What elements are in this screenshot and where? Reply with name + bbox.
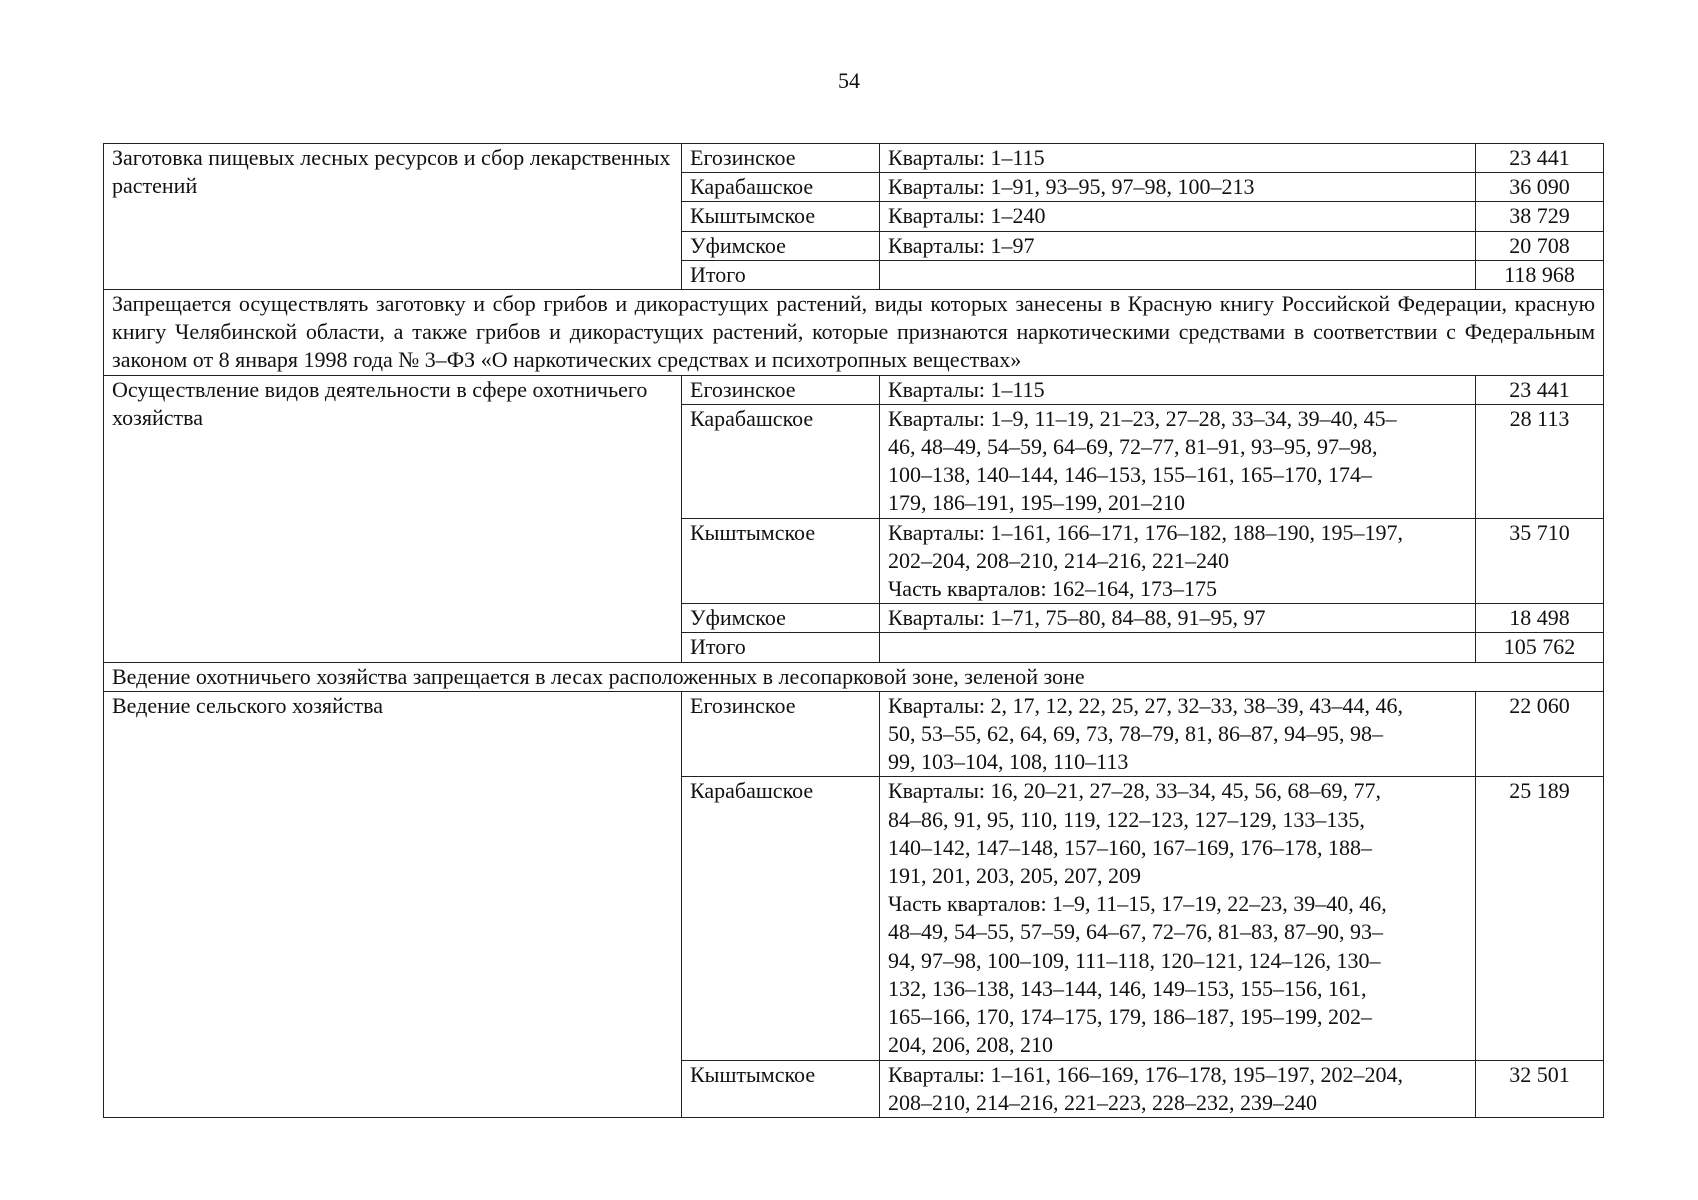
area-cell: 18 498	[1476, 604, 1604, 633]
quarters-cell	[880, 173, 1476, 202]
area-cell: 105 762	[1476, 633, 1604, 662]
quarters-line: 165–166, 170, 174–175, 179, 186–187, 195–199, 202–	[888, 1004, 1372, 1030]
forestry-cell: Егозинское	[682, 375, 880, 404]
forest-use-table	[103, 143, 1604, 1118]
quarters-line: 84–86, 91, 95, 110, 119, 122–123, 127–129, 133–135,	[888, 806, 1365, 832]
forestry-cell: Итого	[682, 260, 880, 289]
activity-cell: Осуществление видов деятельности в сфере охотничьего хозяйства	[104, 375, 682, 662]
area-cell: 32 501	[1476, 1060, 1604, 1117]
quarters-line: 48–49, 54–55, 57–59, 64–67, 72–76, 81–83, 87–90, 93–	[888, 919, 1383, 945]
area-cell: 118 968	[1476, 260, 1604, 289]
quarters-line: Кварталы: 1–115	[888, 145, 1045, 170]
quarters-cell	[880, 604, 1476, 633]
quarters-line: Кварталы: 1–71, 75–80, 84–88, 91–95, 97	[888, 605, 1266, 631]
quarters-cell	[880, 231, 1476, 260]
area-cell: 23 441	[1476, 375, 1604, 404]
quarters-line: Кварталы: 1–97	[888, 232, 1035, 258]
quarters-line: 99, 103–104, 108, 110–113	[888, 749, 1129, 775]
table-row	[104, 691, 1604, 777]
quarters-line: 100–138, 140–144, 146–153, 155–161, 165–170, 174–	[888, 462, 1372, 488]
quarters-cell	[880, 1060, 1476, 1117]
quarters-line	[888, 261, 1467, 289]
quarters-line: 204, 206, 208, 210	[888, 1032, 1053, 1058]
note-cell: Запрещается осуществлять заготовку и сбор грибов и дикорастущих растений, виды которых занесены в Красную книгу Российской Федерации, красную книгу Челябинской области, а также грибов и дикорастущих растений, которые признаются наркотическими средствами в соответствии с Федеральным законом от 8 января 1998 года № 3–ФЗ «О наркотических средствах и психотропных веществах»	[104, 290, 1604, 376]
quarters-line: Кварталы: 1–115	[888, 376, 1045, 402]
quarters-line: Кварталы: 1–240	[888, 203, 1046, 229]
area-cell: 23 441	[1476, 144, 1604, 173]
forestry-cell: Карабашское	[682, 777, 880, 1060]
quarters-cell	[880, 691, 1476, 777]
forestry-cell: Карабашское	[682, 173, 880, 202]
quarters-line: Кварталы: 1–9, 11–19, 21–23, 27–28, 33–34, 39–40, 45–	[888, 405, 1397, 431]
note-cell: Ведение охотничьего хозяйства запрещается в лесах расположенных в лесопарковой зоне, зеленой зоне	[104, 662, 1604, 691]
quarters-line: 46, 48–49, 54–59, 64–69, 72–77, 81–91, 93–95, 97–98,	[888, 434, 1378, 460]
table-row	[104, 375, 1604, 404]
quarters-line: 50, 53–55, 62, 64, 69, 73, 78–79, 81, 86–87, 94–95, 98–	[888, 721, 1383, 747]
quarters-line: 140–142, 147–148, 157–160, 167–169, 176–178, 188–	[888, 834, 1372, 860]
forestry-cell: Карабашское	[682, 404, 880, 518]
quarters-line: 94, 97–98, 100–109, 111–118, 120–121, 124–126, 130–	[888, 947, 1381, 973]
forestry-cell: Кыштымское	[682, 202, 880, 231]
forestry-cell: Егозинское	[682, 691, 880, 777]
quarters-cell	[880, 633, 1476, 662]
forestry-cell: Кыштымское	[682, 518, 880, 604]
note-row	[104, 662, 1604, 691]
quarters-line: Кварталы: 1–91, 93–95, 97–98, 100–213	[888, 174, 1255, 200]
quarters-cell	[880, 375, 1476, 404]
quarters-cell	[880, 202, 1476, 231]
note-row	[104, 290, 1604, 376]
activity-cell: Ведение сельского хозяйства	[104, 691, 682, 1117]
forestry-cell: Уфимское	[682, 231, 880, 260]
quarters-line: 202–204, 208–210, 214–216, 221–240	[888, 547, 1229, 573]
area-cell: 38 729	[1476, 202, 1604, 231]
table-row	[104, 144, 1604, 173]
forestry-cell: Кыштымское	[682, 1060, 880, 1117]
quarters-cell	[880, 260, 1476, 289]
quarters-line: Кварталы: 1–161, 166–169, 176–178, 195–197, 202–204,	[888, 1061, 1403, 1087]
activity-cell: Заготовка пищевых лесных ресурсов и сбор лекарственных растений	[104, 144, 682, 290]
area-cell: 35 710	[1476, 518, 1604, 604]
forestry-cell: Егозинское	[682, 144, 880, 173]
quarters-line: Кварталы: 1–161, 166–171, 176–182, 188–190, 195–197,	[888, 519, 1403, 545]
forestry-cell: Уфимское	[682, 604, 880, 633]
quarters-cell	[880, 144, 1476, 173]
quarters-line: 132, 136–138, 143–144, 146, 149–153, 155–156, 161,	[888, 975, 1367, 1001]
quarters-line: 208–210, 214–216, 221–223, 228–232, 239–240	[888, 1089, 1317, 1115]
forestry-cell: Итого	[682, 633, 880, 662]
quarters-line: Часть кварталов: 1–9, 11–15, 17–19, 22–23, 39–40, 46,	[888, 891, 1387, 917]
quarters-line: Кварталы: 2, 17, 12, 22, 25, 27, 32–33, 38–39, 43–44, 46,	[888, 692, 1403, 718]
quarters-line	[888, 633, 1467, 661]
area-cell: 20 708	[1476, 231, 1604, 260]
quarters-line: 179, 186–191, 195–199, 201–210	[888, 490, 1185, 516]
area-cell: 22 060	[1476, 691, 1604, 777]
quarters-cell	[880, 518, 1476, 604]
page-number: 54	[838, 68, 860, 93]
area-cell: 36 090	[1476, 173, 1604, 202]
quarters-line: 191, 201, 203, 205, 207, 209	[888, 863, 1141, 889]
area-cell: 25 189	[1476, 777, 1604, 1060]
quarters-cell	[880, 777, 1476, 1060]
area-cell: 28 113	[1476, 404, 1604, 518]
quarters-line: Кварталы: 16, 20–21, 27–28, 33–34, 45, 56, 68–69, 77,	[888, 778, 1381, 804]
quarters-cell	[880, 404, 1476, 518]
quarters-line: Часть кварталов: 162–164, 173–175	[888, 576, 1218, 602]
